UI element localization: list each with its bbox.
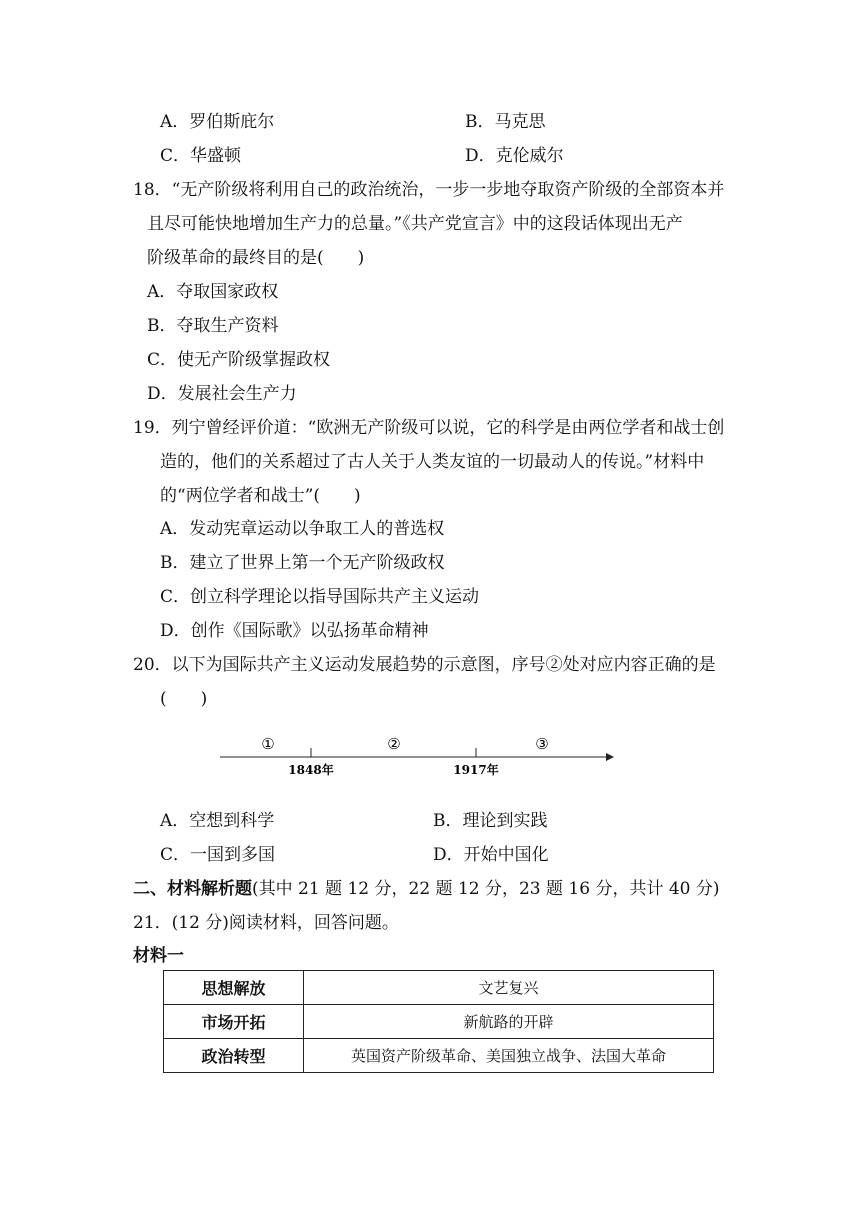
timeline-year-1848: 1848年 bbox=[288, 763, 334, 777]
q20-option-b bbox=[433, 810, 548, 832]
q21-stem: 21．(12 分)阅读材料，回答问题。 bbox=[133, 913, 399, 933]
table-key: 思想解放 bbox=[164, 971, 304, 1005]
q17-option-d bbox=[465, 145, 564, 167]
section-2-title: 二、材料解析题 bbox=[133, 879, 252, 899]
option-letter: D． bbox=[433, 845, 464, 865]
q19-stem-line-2: 造的，他们的关系超过了古人关于人类友谊的一切最动人的传说。”材料中 bbox=[160, 452, 705, 472]
q18-option-d: D．发展社会生产力 bbox=[147, 384, 297, 404]
q20-option-a bbox=[160, 810, 274, 832]
timeline-arrowhead bbox=[606, 753, 614, 761]
timeline-marker-1: ① bbox=[261, 735, 275, 753]
table-row bbox=[164, 1005, 714, 1039]
table-row bbox=[164, 971, 714, 1005]
q20-option-d bbox=[433, 844, 549, 866]
section-2-heading bbox=[133, 878, 720, 900]
q19-option-b: B．建立了世界上第一个无产阶级政权 bbox=[160, 553, 445, 573]
q18-option-a: A．夺取国家政权 bbox=[147, 282, 279, 302]
option-letter: C． bbox=[160, 146, 191, 166]
q18-stem-line-2: 且尽可能快地增加生产力的总量。”《共产党宣言》中的这段话体现出无产 bbox=[147, 214, 683, 234]
option-letter: B． bbox=[465, 112, 495, 132]
timeline-year-1917: 1917年 bbox=[453, 763, 499, 777]
option-text: 空想到科学 bbox=[189, 811, 275, 831]
q19-option-d: D．创作《国际歌》以弘扬革命精神 bbox=[160, 621, 429, 641]
q19-stem-line-3: 的“两位学者和战士”( ) bbox=[160, 486, 361, 506]
table-key: 市场开拓 bbox=[164, 1005, 304, 1039]
option-letter: B． bbox=[433, 811, 463, 831]
option-text: 开始中国化 bbox=[463, 845, 549, 865]
q17-option-b bbox=[465, 111, 546, 133]
q19-option-c: C．创立科学理论以指导国际共产主义运动 bbox=[160, 587, 480, 607]
option-text: 马克思 bbox=[494, 112, 546, 132]
q20-stem-line-2: ( ) bbox=[160, 689, 208, 709]
option-text: 理论到实践 bbox=[462, 811, 548, 831]
option-text: 罗伯斯庇尔 bbox=[189, 112, 275, 132]
table-row bbox=[164, 1039, 714, 1073]
q18-stem-line-1: 18．“无产阶级将利用自己的政治统治，一步一步地夺取资产阶级的全部资本并 bbox=[133, 180, 725, 200]
q17-option-a bbox=[160, 111, 274, 133]
option-text: 克伦威尔 bbox=[495, 146, 564, 166]
timeline-marker-2: ② bbox=[387, 735, 401, 753]
timeline-diagram bbox=[220, 728, 620, 788]
section-2-note: (其中 21 题 12 分，22 题 12 分，23 题 16 分，共计 40 分) bbox=[252, 879, 720, 899]
option-letter: A． bbox=[160, 112, 190, 132]
table-value: 英国资产阶级革命、美国独立战争、法国大革命 bbox=[304, 1039, 714, 1073]
q19-stem-line-1: 19．列宁曾经评价道：“欧洲无产阶级可以说，它的科学是由两位学者和战士创 bbox=[133, 418, 725, 438]
q18-option-c: C．使无产阶级掌握政权 bbox=[147, 350, 331, 370]
table-key: 政治转型 bbox=[164, 1039, 304, 1073]
table-value: 新航路的开辟 bbox=[304, 1005, 714, 1039]
q18-option-b: B．夺取生产资料 bbox=[147, 316, 279, 336]
q17-option-c bbox=[160, 145, 241, 167]
option-letter: D． bbox=[465, 146, 496, 166]
table-value: 文艺复兴 bbox=[304, 971, 714, 1005]
option-letter: A． bbox=[160, 811, 190, 831]
option-text: 一国到多国 bbox=[190, 845, 276, 865]
q21-material-label: 材料一 bbox=[133, 946, 184, 966]
option-text: 华盛顿 bbox=[190, 146, 242, 166]
material-table bbox=[163, 970, 714, 1073]
timeline-marker-3: ③ bbox=[535, 735, 549, 753]
option-letter: C． bbox=[160, 845, 191, 865]
q18-stem-line-3: 阶级革命的最终目的是( ) bbox=[147, 248, 365, 268]
q20-stem-line-1: 20．以下为国际共产主义运动发展趋势的示意图，序号②处对应内容正确的是 bbox=[133, 655, 716, 675]
q19-option-a: A．发动宪章运动以争取工人的普选权 bbox=[160, 519, 445, 539]
q20-option-c bbox=[160, 844, 275, 866]
